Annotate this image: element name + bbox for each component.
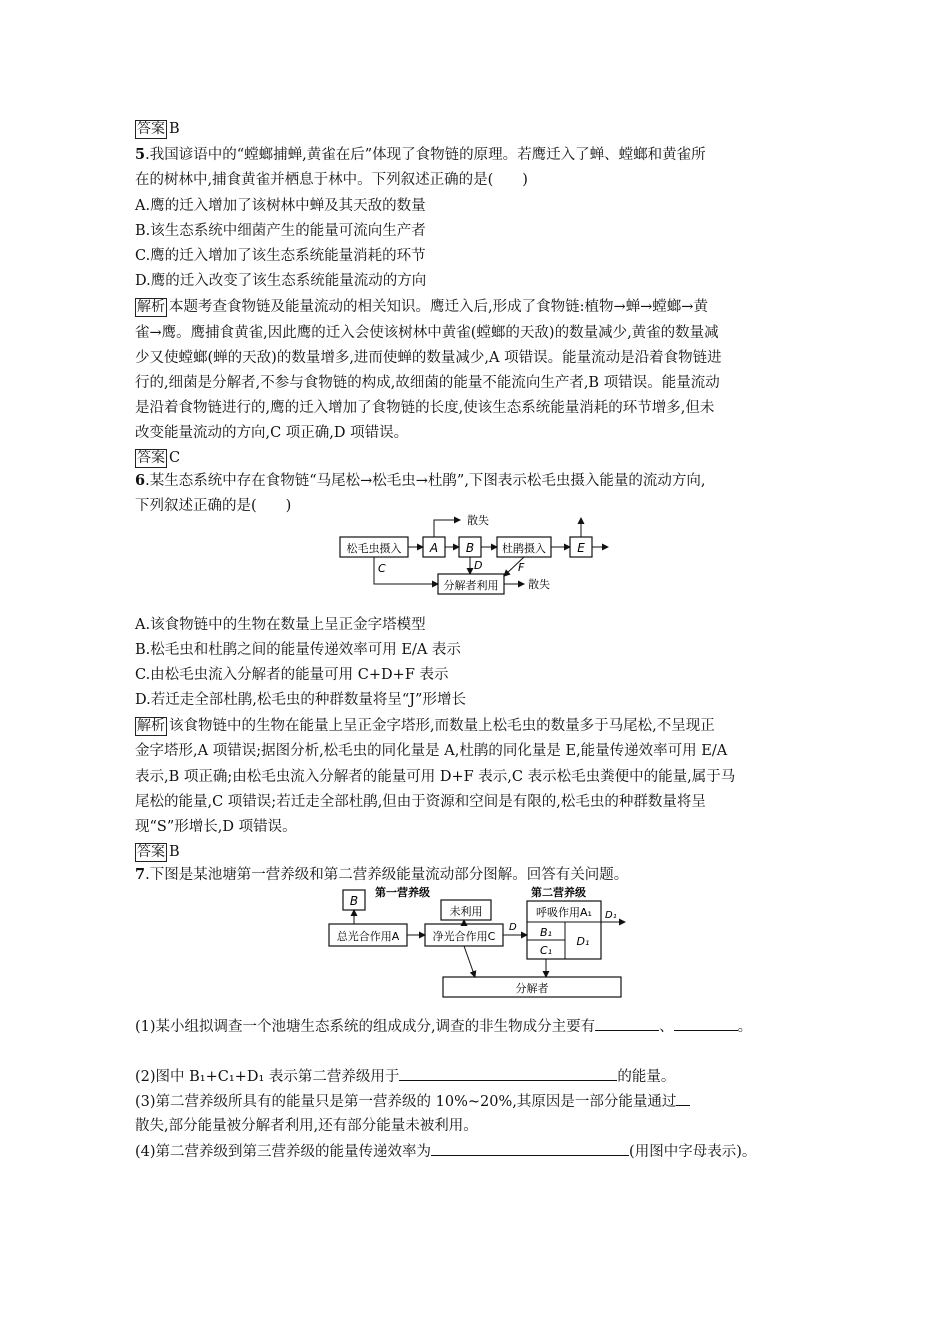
q5-analysis-line4: 行的,细菌是分解者,不参与食物链的构成,故细菌的能量不能流向生产者,B 项错误。能量流动: [135, 375, 720, 391]
label-b1: B₁: [540, 926, 552, 939]
label-b: B: [465, 541, 475, 555]
label-d: D: [509, 922, 517, 933]
label-gross: 总光合作用A: [336, 930, 400, 943]
q6-analysis-line3: 表示,B 项正确;由松毛虫流入分解者的能量可用 D+F 表示,C 表示松毛虫粪便中的能量,属于马: [135, 769, 736, 785]
answer-value: B: [169, 844, 180, 860]
q5-answer-line: [135, 448, 180, 468]
q5-analysis-line2: 雀→鹰。鹰捕食黄雀,因此鹰的迁入会使该树林中黄雀(螳螂的天敌)的数量减少,黄雀的数量减: [135, 325, 719, 341]
label-unused: 未利用: [449, 905, 483, 918]
q6-analysis-text: 该食物链中的生物在能量上呈正金字塔形,而数量上松毛虫的数量多于马尾松,不呈现正: [169, 718, 715, 734]
label-e: E: [577, 541, 585, 555]
analysis-label: 解析: [137, 718, 165, 734]
q6-answer-line: [135, 842, 180, 862]
q7-energy-flow-diagram: [325, 884, 635, 1002]
label-intake: 松毛虫摄入: [346, 542, 402, 555]
q5-option-c: C.鹰的迁入增加了该生态系统能量消耗的环节: [135, 248, 426, 264]
answer-blank[interactable]: [674, 1016, 738, 1031]
label-c: C: [378, 562, 386, 575]
q6-analysis-line1: [135, 716, 715, 736]
q6-option-c: C.由松毛虫流入分解者的能量可用 C+D+F 表示: [135, 667, 449, 683]
q5-analysis-line1: [135, 297, 708, 317]
q7-sub1: [135, 1016, 752, 1037]
answer-label: 答案: [137, 450, 165, 466]
period: 。: [737, 1019, 753, 1035]
q7-sub1-text: (1)某小组拟调查一个池塘生态系统的组成成分,调查的非生物成分主要有: [135, 1019, 596, 1035]
q6-option-d: D.若迁走全部杜鹃,松毛虫的种群数量将呈“J”形增长: [135, 692, 466, 708]
q7-sub4-end: (用图中字母表示)。: [629, 1144, 757, 1160]
answer-blank[interactable]: [595, 1016, 659, 1031]
q7-sub3-line2: 散失,部分能量被分解者利用,还有部分能量未被利用。: [135, 1118, 478, 1134]
label-decomposer: 分解者利用: [443, 579, 499, 592]
q7-sub3-line1: [135, 1091, 690, 1112]
label-d1-box: D₁: [576, 935, 590, 948]
label-b: B: [349, 894, 359, 908]
label-loss: 散失: [467, 514, 489, 527]
q7-sub4: [135, 1141, 756, 1162]
label-respiration: 呼吸作用A₁: [536, 906, 592, 919]
q7-stem-text: .下图是某池塘第一营养级和第二营养级能量流动部分图解。回答有关问题。: [145, 867, 629, 883]
q6-stem-line2: 下列叙述正确的是( ): [135, 498, 292, 514]
q5-stem-line2: 在的树林中,捕食黄雀并栖息于林中。下列叙述正确的是( ): [135, 172, 528, 188]
q5-stem-line1: [135, 145, 706, 165]
label-level2: 第二营养级: [531, 886, 586, 899]
answer-blank[interactable]: [431, 1141, 629, 1156]
q6-energy-flow-diagram: [330, 510, 630, 602]
question-number: 6: [135, 472, 146, 489]
q4-answer-line: [135, 119, 180, 139]
label-d1: D₁: [605, 910, 617, 921]
q7-sub2-end: 的能量。: [617, 1069, 676, 1085]
q5-option-a: A.鹰的迁入增加了该树林中蝉及其天敌的数量: [135, 198, 426, 214]
q6-option-b: B.松毛虫和杜鹃之间的能量传递效率可用 E/A 表示: [135, 642, 461, 658]
separator: 、: [659, 1019, 674, 1035]
q5-option-b: B.该生态系统中细菌产生的能量可流向生产者: [135, 223, 426, 239]
q5-analysis-line6: 改变能量流动的方向,C 项正确,D 项错误。: [135, 425, 409, 441]
question-number: 7: [135, 866, 146, 883]
answer-label: 答案: [137, 121, 165, 137]
q7-sub3-text: (3)第二营养级所具有的能量只是第一营养级的 10%~20%,其原因是一部分能量通过: [135, 1094, 677, 1110]
label-c1: C₁: [539, 944, 553, 957]
q6-stem-text: .某生态系统中存在食物链“马尾松→松毛虫→杜鹃”,下图表示松毛虫摄入能量的流动方向,: [145, 473, 706, 489]
q6-analysis-line2: 金字塔形,A 项错误;据图分析,松毛虫的同化量是 A,杜鹃的同化量是 E,能量传递效率可用 E/A: [135, 743, 728, 759]
q6-analysis-line4: 尾松的能量,C 项错误;若迁走全部杜鹃,但由于资源和空间是有限的,松毛虫的种群数量将呈: [135, 794, 706, 810]
q5-option-d: D.鹰的迁入改变了该生态系统能量流动的方向: [135, 273, 427, 289]
q7-sub4-text: (4)第二营养级到第三营养级的能量传递效率为: [135, 1144, 432, 1160]
label-level1: 第一营养级: [375, 886, 430, 899]
label-a: A: [429, 541, 439, 555]
label-net: 净光合作用C: [432, 930, 496, 943]
answer-value: B: [169, 121, 180, 137]
label-f: F: [518, 561, 525, 574]
q7-sub2: [135, 1066, 675, 1087]
label-decomposer: 分解者: [515, 982, 549, 995]
label-d: D: [474, 559, 483, 572]
answer-value: C: [169, 450, 181, 466]
q5-analysis-text: 本题考查食物链及能量流动的相关知识。鹰迁入后,形成了食物链:植物→蝉→螳螂→黄: [169, 299, 708, 315]
answer-blank[interactable]: [399, 1066, 617, 1081]
analysis-label: 解析: [137, 299, 165, 315]
q6-analysis-line5: 现“S”形增长,D 项错误。: [135, 819, 297, 835]
q6-option-a: A.该食物链中的生物在数量上呈正金字塔模型: [135, 617, 426, 633]
answer-blank[interactable]: [676, 1091, 690, 1106]
q6-stem-line1: [135, 471, 706, 491]
answer-label: 答案: [137, 844, 165, 860]
q5-stem-text: .我国谚语中的“螳螂捕蝉,黄雀在后”体现了食物链的原理。若鹰迁入了蝉、螳螂和黄雀所: [145, 147, 706, 163]
label-cuckoo: 杜鹃摄入: [502, 542, 546, 555]
q5-analysis-line5: 是沿着食物链进行的,鹰的迁入增加了食物链的长度,使该生态系统能量消耗的环节增多,但未: [135, 400, 715, 416]
q7-stem-line: [135, 865, 628, 885]
label-loss2: 散失: [528, 578, 550, 591]
q5-analysis-line3: 少又使螳螂(蝉的天敌)的数量增多,进而使蝉的数量减少,A 项错误。能量流动是沿着食物链进: [135, 350, 722, 366]
question-number: 5: [135, 146, 146, 163]
q7-sub2-text: (2)图中 B₁+C₁+D₁ 表示第二营养级用于: [135, 1069, 400, 1085]
